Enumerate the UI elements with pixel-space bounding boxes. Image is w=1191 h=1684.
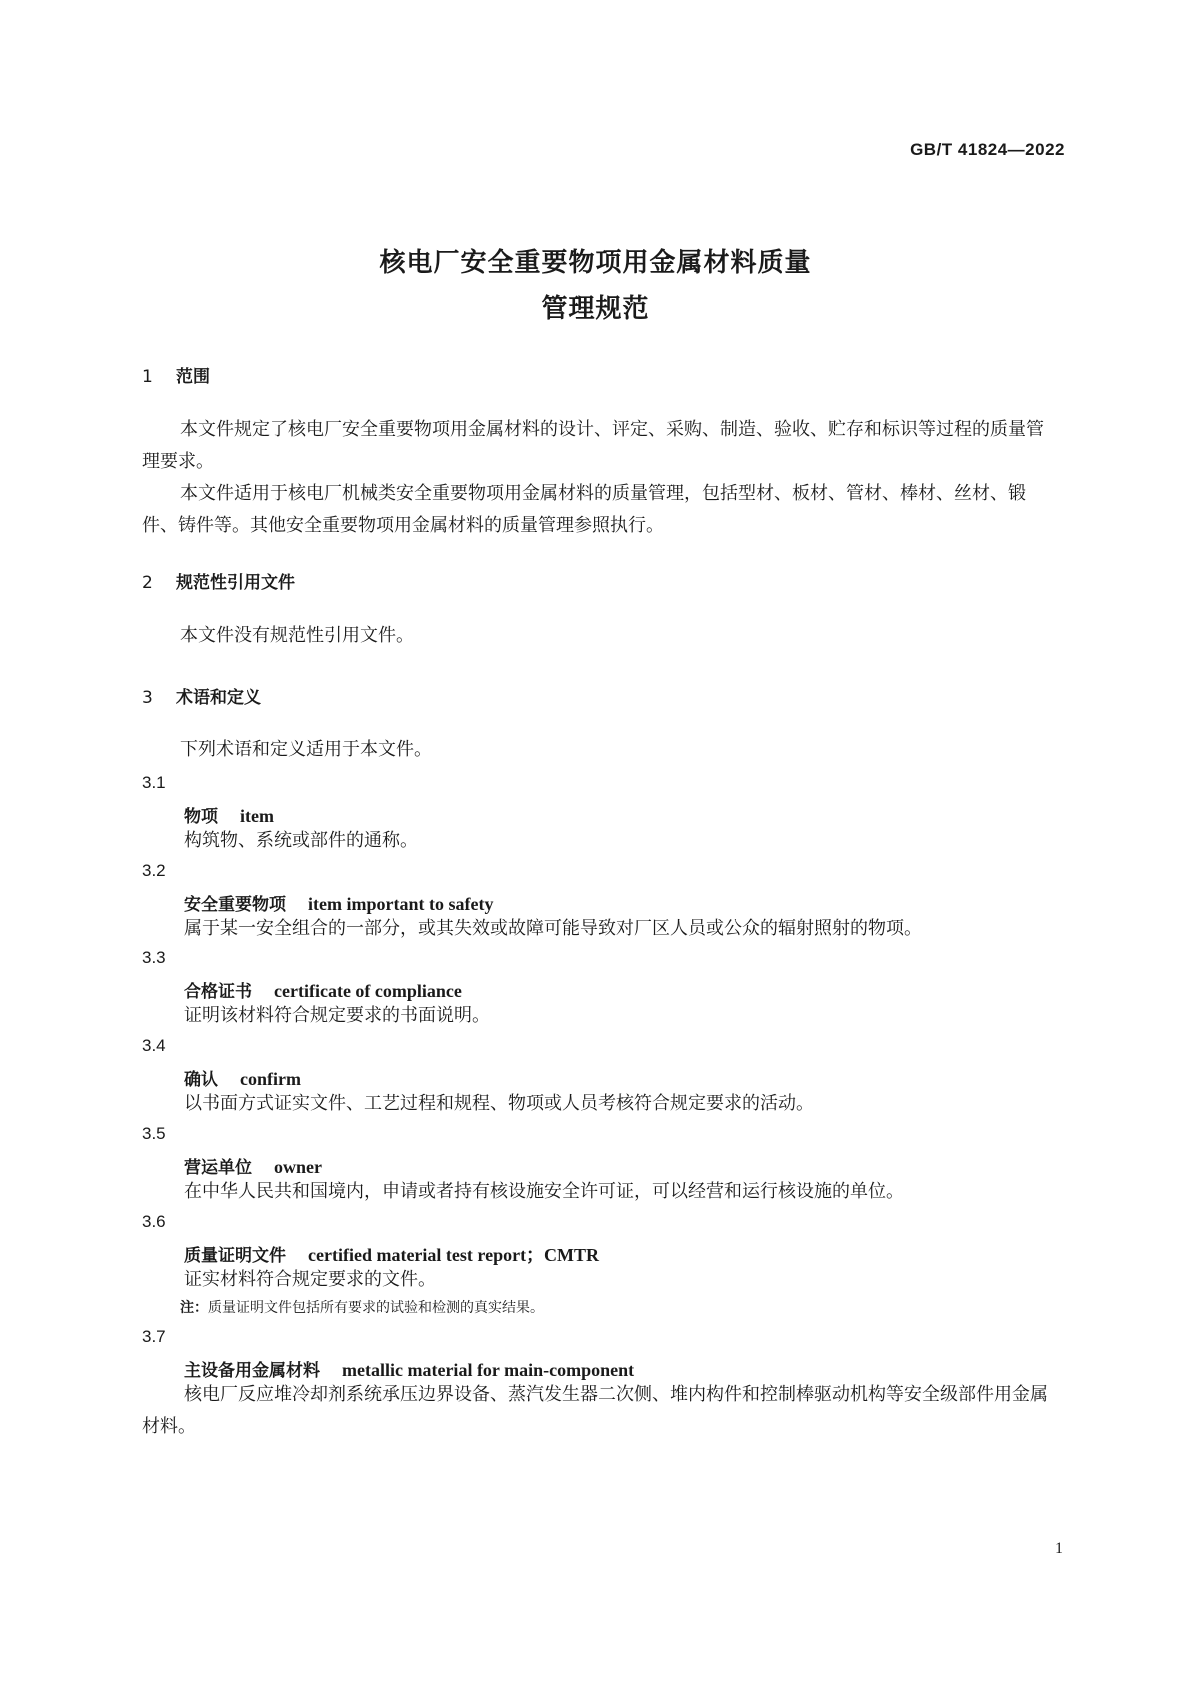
term-en: metallic material for main-component	[342, 1360, 635, 1380]
section-heading-1	[142, 362, 210, 387]
term-zh: 主设备用金属材料	[184, 1361, 320, 1381]
document-title-line-1: 核电厂安全重要物项用金属材料质量	[379, 248, 812, 278]
term-zh: 质量证明文件	[184, 1246, 286, 1266]
term-en: item	[240, 806, 274, 826]
term-zh: 安全重要物项	[184, 895, 286, 915]
term-number: 3.6	[142, 1212, 166, 1231]
section-title: 范围	[176, 367, 210, 387]
term-number: 3.1	[142, 773, 166, 792]
document-title-line-2: 管理规范	[541, 294, 650, 324]
term-en: certified material test report；CMTR	[308, 1245, 600, 1265]
term-heading	[184, 1356, 634, 1381]
term-number: 3.5	[142, 1124, 166, 1143]
term-zh: 合格证书	[184, 982, 252, 1002]
standard-number: GB/T 41824—2022	[910, 140, 1065, 159]
term-definition: 构筑物、系统或部件的通称。	[184, 830, 418, 851]
term-en: owner	[274, 1157, 322, 1177]
term-heading	[184, 977, 462, 1002]
section-heading-2	[142, 568, 295, 593]
term-number: 3.4	[142, 1036, 166, 1055]
term-en: item important to safety	[308, 894, 494, 914]
scope-paragraph-2: 本文件适用于核电厂机械类安全重要物项用金属材料的质量管理，包括型材、板材、管材、棒材、丝材、锻件、铸件等。其他安全重要物项用金属材料的质量管理参照执行。	[142, 483, 1026, 536]
term-en: certificate of compliance	[274, 981, 462, 1001]
term-en: confirm	[240, 1069, 301, 1089]
term-zh: 物项	[184, 807, 218, 827]
term-note	[180, 1297, 544, 1317]
term-heading	[184, 1153, 322, 1178]
term-number: 3.7	[142, 1327, 166, 1346]
term-definition: 核电厂反应堆冷却剂系统承压边界设备、蒸汽发生器二次侧、堆内构件和控制棒驱动机构等安全级部件用金属材料。	[142, 1384, 1048, 1437]
normative-references-paragraph: 本文件没有规范性引用文件。	[180, 625, 414, 646]
section-number: 1	[142, 367, 153, 387]
section-title: 规范性引用文件	[176, 573, 295, 593]
term-definition: 属于某一安全组合的一部分，或其失效或故障可能导致对厂区人员或公众的辐射照射的物项。	[184, 918, 922, 939]
section-heading-3	[142, 683, 261, 708]
term-zh: 确认	[184, 1070, 218, 1090]
term-heading	[184, 802, 274, 827]
section-number: 2	[142, 573, 153, 593]
term-definition: 证明该材料符合规定要求的书面说明。	[184, 1005, 490, 1026]
note-label: 注：	[180, 1300, 208, 1316]
scope-paragraph-1: 本文件规定了核电厂安全重要物项用金属材料的设计、评定、采购、制造、验收、贮存和标识等过程的质量管理要求。	[142, 419, 1044, 472]
term-definition: 证实材料符合规定要求的文件。	[184, 1269, 436, 1290]
term-heading	[184, 890, 493, 915]
term-definition: 在中华人民共和国境内，申请或者持有核设施安全许可证，可以经营和运行核设施的单位。	[184, 1181, 904, 1202]
section-title: 术语和定义	[176, 688, 261, 708]
section-number: 3	[142, 688, 153, 708]
note-text: 质量证明文件包括所有要求的试验和检测的真实结果。	[208, 1300, 544, 1316]
page-number: 1	[1055, 1540, 1063, 1557]
terms-intro-paragraph: 下列术语和定义适用于本文件。	[180, 739, 432, 760]
term-heading	[184, 1065, 301, 1090]
term-number: 3.2	[142, 861, 166, 880]
term-definition: 以书面方式证实文件、工艺过程和规程、物项或人员考核符合规定要求的活动。	[184, 1093, 814, 1114]
term-zh: 营运单位	[184, 1158, 252, 1178]
term-number: 3.3	[142, 948, 166, 967]
